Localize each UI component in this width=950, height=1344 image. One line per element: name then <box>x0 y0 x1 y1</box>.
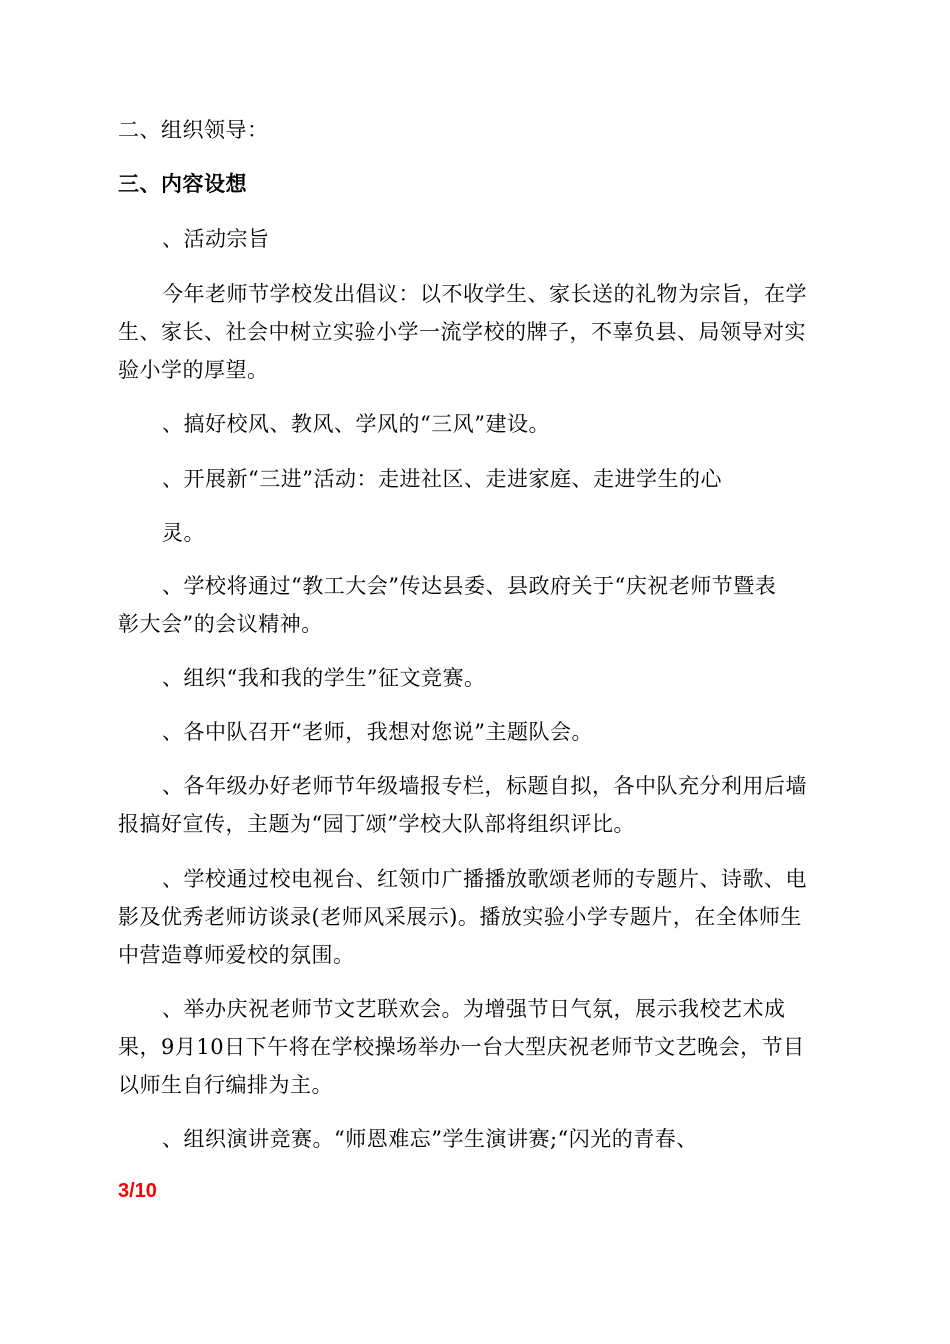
list-item: 、组织“我和我的学生”征文竞赛。 <box>162 666 486 690</box>
list-item: 、组织演讲竞赛。“师恩难忘”学生演讲赛;“闪光的青春、 <box>162 1127 698 1151</box>
paragraph-line: 彰大会”的会议精神。 <box>118 612 323 636</box>
list-item: 、各中队召开“老师，我想对您说”主题队会。 <box>162 720 593 744</box>
paragraph-line: 生、家长、社会中树立实验小学一流学校的牌子，不辜负县、局领导对实 <box>118 320 806 344</box>
list-item: 、搞好校风、教风、学风的“三风”建设。 <box>162 412 550 436</box>
list-item: 、开展新“三进”活动：走进社区、走进家庭、走进学生的心 <box>162 467 722 491</box>
list-item: 、各年级办好老师节年级墙报专栏，标题自拟，各中队充分利用后墙 <box>162 774 807 798</box>
paragraph-line: 影及优秀老师访谈录(老师风采展示)。播放实验小学专题片，在全体师生 <box>118 905 802 929</box>
section-heading-organization: 二、组织领导： <box>118 118 269 142</box>
list-item: 、举办庆祝老师节文艺联欢会。为增强节日气氛，展示我校艺术成 <box>162 997 786 1021</box>
item-purpose-heading: 、活动宗旨 <box>162 227 270 251</box>
section-heading-content: 三、内容设想 <box>118 172 247 196</box>
page-number: 3/10 <box>118 1180 157 1202</box>
paragraph-line: 灵。 <box>162 521 205 545</box>
paragraph-line: 报搞好宣传，主题为“园丁颂”学校大队部将组织评比。 <box>118 812 635 836</box>
paragraph-line: 中营造尊师爱校的氛围。 <box>118 943 355 967</box>
list-item: 、学校通过校电视台、红领巾广播播放歌颂老师的专题片、诗歌、电 <box>162 867 807 891</box>
paragraph-line: 果，9月10日下午将在学校操场举办一台大型庆祝老师节文艺晚会，节目 <box>118 1035 805 1059</box>
paragraph-line: 以师生自行编排为主。 <box>118 1073 333 1097</box>
paragraph-line: 今年老师节学校发出倡议：以不收学生、家长送的礼物为宗旨，在学 <box>162 282 807 306</box>
paragraph-line: 验小学的厚望。 <box>118 358 269 382</box>
list-item: 、学校将通过“教工大会”传达县委、县政府关于“庆祝老师节暨表 <box>162 574 777 598</box>
